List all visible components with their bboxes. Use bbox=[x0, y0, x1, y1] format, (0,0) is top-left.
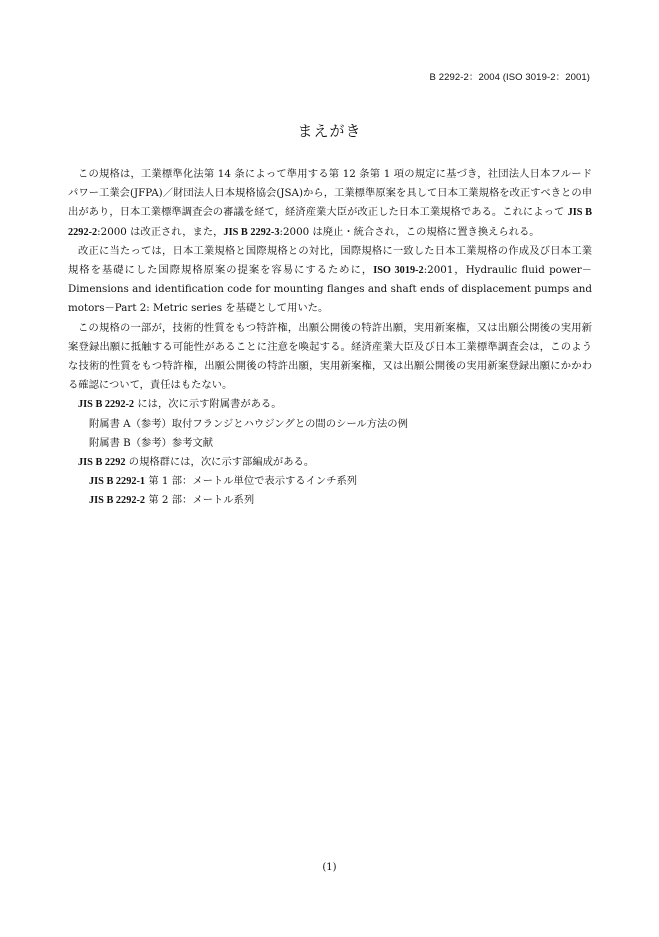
paragraph-basis bbox=[68, 242, 592, 319]
part-item bbox=[68, 491, 592, 510]
text: :2000 は改正され，また， bbox=[97, 225, 224, 238]
paragraph-revision bbox=[68, 165, 592, 242]
text: の規格群には，次に示す部編成がある。 bbox=[125, 456, 315, 469]
document-code: B 2292-2：2004 (ISO 3019-2：2001) bbox=[429, 72, 590, 83]
text: 改正に当たっては，日本工業規格と国際規格との対比，国際規格に一致した日本工業規格の作成及び日本工業規格を基礎にした国際規格原案の提案を容易にするために， bbox=[68, 244, 592, 277]
part-text: 第 2 部：メートル系列 bbox=[145, 494, 255, 507]
part-code: JIS B 2292-2 bbox=[89, 495, 146, 507]
standard-code: JIS B 2292-3 bbox=[223, 226, 280, 238]
standard-code: JIS B 2292-2 bbox=[68, 207, 592, 238]
page-title: まえがき bbox=[297, 122, 362, 140]
paragraph-patent-notice: この規格の一部が，技術的性質をもつ特許権，出願公開後の特許出願，実用新案権，又は出願公開後の実用新案登録出願に抵触する可能性があることに注意を喚起する。経済産業大臣及び日本工業標準調査会は，このような技術的性質をもつ特許権，出願公開後の特許出願，実用新案権，又は出願公開後の実用新案登録出願にかかわる確認について，責任はもたない。 bbox=[68, 321, 592, 392]
page-number: (1) bbox=[322, 862, 337, 873]
annex-item: 附属書 A（参考）取付フランジとハウジングとの間のシール方法の例 bbox=[89, 417, 408, 430]
standard-code: JIS B 2292 bbox=[78, 457, 126, 469]
text: :2000 は廃止・統合され，この規格に置き換えられる。 bbox=[279, 225, 540, 238]
standard-code: ISO 3019-2 bbox=[373, 265, 424, 277]
annex-item: 附属書 B（参考）参考文献 bbox=[89, 436, 214, 449]
text: :2001，Hydraulic fluid power－Dimensions and identification code for mounting flanges and shaft ends of displacement pumps and motors－Part 2: Metric series を基礎として用いた。 bbox=[68, 264, 592, 315]
part-item bbox=[68, 472, 592, 491]
paragraph-annex-intro bbox=[68, 395, 592, 414]
part-code: JIS B 2292-1 bbox=[89, 476, 146, 488]
text: この規格は，工業標準化法第 14 条によって準用する第 12 条第 1 項の規定に基づき，社団法人日本フルードパワー工業会(JFPA)／財団法人日本規格協会(JSA)から，工業標準原案を具して日本工業規格を改正すべきとの申出があり，日本工業標準調査会の審議を経て，経済産業大臣が改正した日本工業規格である。これによって bbox=[68, 168, 592, 219]
part-text: 第 1 部：メートル単位で表示するインチ系列 bbox=[145, 475, 358, 488]
paragraph-parts-intro bbox=[68, 453, 592, 472]
standard-code: JIS B 2292-2 bbox=[78, 399, 135, 411]
text: には，次に示す附属書がある。 bbox=[134, 398, 282, 411]
document-body bbox=[68, 165, 592, 511]
